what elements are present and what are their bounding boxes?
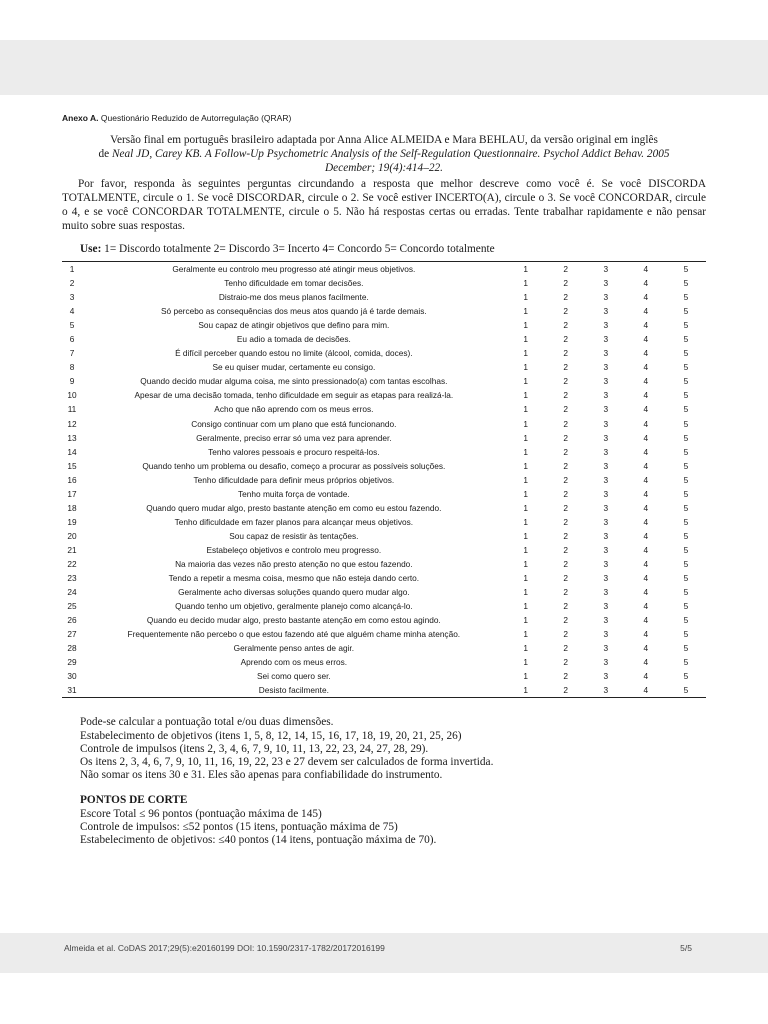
- item-number: 2: [69, 278, 75, 289]
- response-option[interactable]: 2: [563, 601, 569, 612]
- table-row: [62, 487, 706, 501]
- response-option[interactable]: 5: [683, 320, 689, 331]
- response-option[interactable]: 4: [643, 390, 649, 401]
- response-option[interactable]: 1: [523, 320, 528, 331]
- item-statement: Tenho dificuldade para definir meus próprios objetivos.: [193, 474, 395, 485]
- table-row: [62, 445, 706, 459]
- item-statement: Aprendo com os meus erros.: [240, 657, 348, 668]
- cutoff-section: [80, 794, 706, 847]
- item-number: 6: [69, 334, 75, 345]
- item-statement: Sou capaz de atingir objetivos que defino para mim.: [198, 320, 390, 331]
- table-row: [62, 613, 706, 627]
- response-option[interactable]: 4: [643, 657, 649, 668]
- response-option[interactable]: 1: [523, 446, 528, 457]
- response-option[interactable]: 5: [683, 629, 689, 640]
- item-number: 5: [69, 320, 75, 331]
- response-option[interactable]: 2: [563, 544, 569, 555]
- item-number: 27: [67, 629, 77, 640]
- response-option[interactable]: 4: [643, 587, 649, 598]
- response-option[interactable]: 1: [523, 488, 528, 499]
- response-option[interactable]: 4: [643, 460, 649, 471]
- table-row: [62, 473, 706, 487]
- response-option[interactable]: 2: [563, 587, 569, 598]
- footer-band: [0, 933, 768, 973]
- response-option[interactable]: 1: [523, 629, 528, 640]
- annex-title: Questionário Reduzido de Autorregulação (QRAR): [100, 113, 292, 123]
- response-option[interactable]: 1: [523, 544, 528, 555]
- response-option[interactable]: 4: [643, 474, 649, 485]
- table-row: [62, 557, 706, 571]
- item-number: 17: [67, 488, 77, 499]
- item-statement: Eu adio a tomada de decisões.: [236, 334, 351, 345]
- cutoff-line: Escore Total ≤ 96 pontos (pontuação máxima de 145): [80, 807, 322, 820]
- response-option[interactable]: 1: [523, 601, 528, 612]
- response-option[interactable]: 1: [523, 474, 528, 485]
- response-option[interactable]: 3: [603, 418, 609, 429]
- item-statement: Se eu quiser mudar, certamente eu consigo.: [212, 362, 376, 373]
- response-option[interactable]: 5: [683, 292, 689, 303]
- cutoff-heading: PONTOS DE CORTE: [80, 794, 188, 807]
- item-statement: Tenho muita força de vontade.: [238, 488, 350, 499]
- response-option[interactable]: 3: [603, 292, 609, 303]
- response-option[interactable]: 2: [563, 278, 569, 289]
- cutoff-line: Controle de impulsos: ≤52 pontos (15 itens, pontuação máxima de 75): [80, 820, 398, 833]
- page-number: 5/5: [680, 943, 692, 953]
- reference-date: December; 19(4):414–22.: [325, 162, 443, 174]
- response-option[interactable]: 5: [683, 587, 689, 598]
- scoring-line: Os itens 2, 3, 4, 6, 7, 9, 10, 11, 16, 19, 22, 23 e 27 devem ser calculados de forma invertida.: [80, 756, 494, 769]
- response-option[interactable]: 1: [523, 559, 528, 569]
- item-statement: Apesar de uma decisão tomada, tenho dificuldade em seguir as etapas para realizá-la.: [134, 390, 454, 401]
- response-option[interactable]: 3: [603, 348, 609, 359]
- item-statement: Desisto facilmente.: [258, 685, 329, 696]
- item-statement: Estabeleço objetivos e controlo meu progresso.: [206, 544, 382, 555]
- table-row: [62, 599, 706, 613]
- item-statement: Frequentemente não percebo o que estou fazendo até que alguém chame minha atenção.: [127, 629, 461, 640]
- response-option[interactable]: 1: [523, 390, 528, 401]
- response-option[interactable]: 1: [523, 418, 528, 429]
- response-option[interactable]: 1: [523, 278, 528, 289]
- scale-legend: [80, 243, 706, 255]
- response-option[interactable]: 5: [683, 418, 689, 429]
- response-option[interactable]: 1: [523, 362, 528, 373]
- response-option[interactable]: 2: [563, 432, 569, 443]
- item-number: 15: [67, 460, 77, 471]
- table-row: [62, 683, 706, 698]
- item-number: 30: [67, 671, 77, 682]
- response-option[interactable]: 3: [603, 376, 609, 387]
- response-option[interactable]: 2: [563, 390, 569, 401]
- response-option[interactable]: 2: [563, 685, 569, 696]
- response-option[interactable]: 2: [563, 334, 569, 345]
- table-row: [62, 332, 706, 346]
- response-option[interactable]: 4: [643, 573, 649, 584]
- response-option[interactable]: 4: [643, 502, 649, 513]
- item-number: 13: [67, 432, 77, 443]
- table-row: [62, 501, 706, 515]
- response-option[interactable]: 4: [643, 320, 649, 331]
- table-row: [62, 276, 706, 290]
- item-statement: Geralmente eu controlo meu progresso até atingir meus objetivos.: [172, 264, 416, 275]
- response-option[interactable]: 5: [683, 685, 689, 696]
- response-option[interactable]: 3: [603, 320, 609, 331]
- item-statement: Distraio-me dos meus planos facilmente.: [218, 292, 369, 303]
- response-option[interactable]: 5: [683, 502, 689, 513]
- response-option[interactable]: 2: [563, 348, 569, 359]
- table-row: [62, 571, 706, 585]
- response-option[interactable]: 4: [643, 306, 649, 317]
- item-number: 29: [67, 657, 77, 668]
- response-option[interactable]: 1: [523, 516, 528, 527]
- response-option[interactable]: 4: [643, 432, 649, 443]
- response-option[interactable]: 3: [603, 460, 609, 471]
- response-option[interactable]: 2: [563, 446, 569, 457]
- response-option[interactable]: 1: [523, 530, 528, 541]
- response-option[interactable]: 2: [563, 320, 569, 331]
- response-option[interactable]: 3: [603, 573, 609, 584]
- intro-line-2: [62, 147, 706, 161]
- item-statement: Acho que não aprendo com os meus erros.: [214, 404, 374, 415]
- response-option[interactable]: 4: [643, 643, 649, 654]
- response-option[interactable]: 3: [603, 488, 609, 499]
- item-number: 23: [67, 573, 77, 584]
- response-option[interactable]: 5: [683, 516, 689, 527]
- response-option[interactable]: 4: [643, 629, 649, 640]
- response-option[interactable]: 1: [523, 432, 528, 443]
- response-option[interactable]: 3: [603, 362, 609, 373]
- response-option[interactable]: 3: [603, 657, 609, 668]
- response-option[interactable]: 3: [603, 432, 609, 443]
- response-option[interactable]: 1: [523, 376, 528, 387]
- item-number: 8: [69, 362, 75, 373]
- table-row: [62, 585, 706, 599]
- response-option[interactable]: 3: [603, 615, 609, 626]
- response-option[interactable]: 5: [683, 278, 689, 289]
- intro-line-1: Versão final em português brasileiro adaptada por Anna Alice ALMEIDA e Mara BEHLAU, da versão original em inglês: [110, 134, 658, 146]
- table-row: [62, 402, 706, 416]
- response-option[interactable]: 5: [683, 446, 689, 457]
- item-number: 24: [67, 587, 77, 598]
- response-option[interactable]: 5: [683, 390, 689, 401]
- response-option[interactable]: 1: [523, 292, 528, 303]
- response-option[interactable]: 5: [683, 559, 689, 569]
- response-option[interactable]: 3: [603, 474, 609, 485]
- response-option[interactable]: 5: [683, 615, 689, 626]
- response-option[interactable]: 4: [643, 278, 649, 289]
- item-statement: Geralmente, preciso errar só uma vez para aprender.: [196, 432, 392, 443]
- annex-label: Anexo A.: [62, 113, 99, 123]
- response-option[interactable]: 4: [643, 671, 649, 682]
- response-option[interactable]: 3: [603, 334, 609, 345]
- response-option[interactable]: 2: [563, 573, 569, 584]
- item-number: 10: [67, 390, 77, 401]
- response-option[interactable]: 2: [563, 404, 569, 415]
- intro-prefix: de: [98, 148, 112, 160]
- response-option[interactable]: 3: [603, 516, 609, 527]
- response-option[interactable]: 2: [563, 629, 569, 640]
- item-statement: Sou capaz de resistir às tentações.: [229, 530, 359, 541]
- item-statement: Quando eu decido mudar algo, presto bastante atenção em como estou agindo.: [146, 615, 441, 626]
- response-option[interactable]: 2: [563, 362, 569, 373]
- response-option[interactable]: 2: [563, 671, 569, 682]
- response-option[interactable]: 4: [643, 615, 649, 626]
- response-option[interactable]: 1: [523, 657, 528, 668]
- scoring-line: Controle de impulsos (itens 2, 3, 4, 6, 7, 9, 10, 11, 13, 22, 23, 24, 27, 28, 29).: [80, 742, 429, 755]
- response-option[interactable]: 4: [643, 348, 649, 359]
- response-option[interactable]: 4: [643, 516, 649, 527]
- table-row: [62, 360, 706, 374]
- response-option[interactable]: 3: [603, 587, 609, 598]
- response-option[interactable]: 5: [683, 573, 689, 584]
- response-option[interactable]: 4: [643, 685, 649, 696]
- instructions-paragraph: Por favor, responda às seguintes perguntas circundando a resposta que melhor descreve como você é. Se você DISCORDA TOTALMENTE, circule o 1. Se você DISCORDAR, circule o 2. Se você estiver INCERTO(A), circule o 3. Se você CONCORDAR, circule o 4, e se você CONCORDAR TOTALMENTE, circule o 5. Não há respostas certas ou erradas. Tente trabalhar rapidamente e não pensar muito sobre suas respostas.: [62, 178, 706, 232]
- scale-label: Use:: [80, 243, 102, 255]
- response-option[interactable]: 3: [603, 502, 609, 513]
- response-option[interactable]: 5: [683, 264, 689, 275]
- item-number: 28: [67, 643, 77, 654]
- response-option[interactable]: 1: [523, 334, 528, 345]
- response-option[interactable]: 3: [603, 544, 609, 555]
- item-statement: Na maioria das vezes não presto atenção no que estou fazendo.: [175, 559, 413, 569]
- table-row: [62, 290, 706, 304]
- item-statement: Sei como quero ser.: [256, 671, 331, 682]
- response-option[interactable]: 2: [563, 474, 569, 485]
- response-option[interactable]: 5: [683, 306, 689, 317]
- response-option[interactable]: 5: [683, 362, 689, 373]
- item-statement: É difícil perceber quando estou no limite (álcool, comida, doces).: [175, 348, 413, 359]
- scoring-line: Estabelecimento de objetivos (itens 1, 5, 8, 12, 14, 15, 16, 17, 18, 19, 20, 21, 25, 26): [80, 729, 462, 742]
- response-option[interactable]: 3: [603, 264, 609, 275]
- response-option[interactable]: 2: [563, 657, 569, 668]
- response-option[interactable]: 2: [563, 376, 569, 387]
- table-row: [62, 627, 706, 641]
- response-option[interactable]: 2: [563, 306, 569, 317]
- response-option[interactable]: 5: [683, 474, 689, 485]
- item-number: 22: [67, 559, 77, 569]
- item-number: 26: [67, 615, 77, 626]
- response-option[interactable]: 3: [603, 390, 609, 401]
- item-statement: Só percebo as consequências dos meus atos quando já é tarde demais.: [161, 306, 427, 317]
- table-row: [62, 515, 706, 529]
- item-statement: Quando tenho um problema ou desafio, começo a procurar as possíveis soluções.: [142, 460, 446, 471]
- response-option[interactable]: 3: [603, 404, 609, 415]
- table-row: [62, 459, 706, 473]
- table-row: [62, 431, 706, 445]
- table-row: [62, 655, 706, 669]
- response-option[interactable]: 5: [683, 643, 689, 654]
- response-option[interactable]: 4: [643, 334, 649, 345]
- table-row: [62, 417, 706, 431]
- table-row: [62, 304, 706, 318]
- scoring-line: Não somar os itens 30 e 31. Eles são apenas para confiabilidade do instrumento.: [80, 769, 443, 782]
- footer-citation: Almeida et al. CoDAS 2017;29(5):e20160199 DOI: 10.1590/2317-1782/20172016199: [64, 943, 385, 953]
- response-option[interactable]: 1: [523, 404, 528, 415]
- questionnaire-body: [62, 262, 706, 698]
- response-option[interactable]: 4: [643, 446, 649, 457]
- item-number: 19: [67, 516, 77, 527]
- item-number: 12: [67, 418, 77, 429]
- response-option[interactable]: 3: [603, 601, 609, 612]
- response-option[interactable]: 3: [603, 643, 609, 654]
- response-option[interactable]: 5: [683, 530, 689, 541]
- response-option[interactable]: 3: [603, 278, 609, 289]
- response-option[interactable]: 3: [603, 671, 609, 682]
- reference-text: Neal JD, Carey KB. A Follow-Up Psychometric Analysis of the Self-Regulation Questionnaire. Psychol Addict Behav. 2005: [111, 148, 670, 160]
- table-row: [62, 529, 706, 543]
- response-option[interactable]: 1: [523, 685, 528, 696]
- item-statement: Consigo continuar com um plano que está funcionando.: [191, 418, 397, 429]
- item-statement: Tendo a repetir a mesma coisa, mesmo que não esteja dando certo.: [168, 573, 420, 584]
- item-number: 7: [69, 348, 75, 359]
- item-number: 18: [67, 502, 77, 513]
- item-number: 14: [67, 446, 77, 457]
- document-body: [62, 113, 706, 847]
- cutoff-line: Estabelecimento de objetivos: ≤40 pontos (14 itens, pontuação máxima de 70).: [80, 834, 437, 847]
- table-row: [62, 262, 706, 277]
- response-option[interactable]: 3: [603, 629, 609, 640]
- response-option[interactable]: 4: [643, 264, 649, 275]
- response-option[interactable]: 4: [643, 544, 649, 555]
- response-option[interactable]: 5: [683, 376, 689, 387]
- response-option[interactable]: 5: [683, 334, 689, 345]
- response-option[interactable]: 3: [603, 530, 609, 541]
- response-option[interactable]: 2: [563, 264, 569, 275]
- response-option[interactable]: 4: [643, 362, 649, 373]
- item-statement: Tenho dificuldade em tomar decisões.: [224, 278, 364, 289]
- response-option[interactable]: 2: [563, 460, 569, 471]
- response-option[interactable]: 2: [563, 292, 569, 303]
- item-number: 9: [69, 376, 75, 387]
- response-option[interactable]: 2: [563, 530, 569, 541]
- response-option[interactable]: 1: [523, 502, 528, 513]
- response-option[interactable]: 4: [643, 292, 649, 303]
- response-option[interactable]: 1: [523, 460, 528, 471]
- response-option[interactable]: 4: [643, 601, 649, 612]
- response-option[interactable]: 4: [643, 376, 649, 387]
- response-option[interactable]: 5: [683, 460, 689, 471]
- table-row: [62, 543, 706, 557]
- annex-caption: [62, 113, 706, 123]
- item-number: 21: [67, 544, 77, 555]
- item-statement: Tenho dificuldade em fazer planos para alcançar meus objetivos.: [174, 516, 414, 527]
- scoring-line: Pode-se calcular a pontuação total e/ou duas dimensões.: [80, 716, 334, 729]
- response-option[interactable]: 2: [563, 488, 569, 499]
- response-option[interactable]: 1: [523, 264, 528, 275]
- response-option[interactable]: 3: [603, 446, 609, 457]
- response-option[interactable]: 3: [603, 559, 609, 569]
- response-option[interactable]: 1: [523, 306, 528, 317]
- scale-text: 1= Discordo totalmente 2= Discordo 3= Incerto 4= Concordo 5= Concordo totalmente: [104, 243, 495, 255]
- item-number: 20: [67, 530, 77, 541]
- response-option[interactable]: 2: [563, 418, 569, 429]
- response-option[interactable]: 1: [523, 671, 528, 682]
- item-statement: Tenho valores pessoais e procuro respeitá-los.: [208, 446, 380, 457]
- item-number: 4: [69, 306, 75, 317]
- response-option[interactable]: 5: [683, 348, 689, 359]
- item-number: 3: [69, 292, 75, 303]
- item-number: 25: [67, 601, 77, 612]
- response-option[interactable]: 2: [563, 516, 569, 527]
- response-option[interactable]: 4: [643, 488, 649, 499]
- item-number: 11: [67, 404, 77, 415]
- response-option[interactable]: 2: [563, 559, 569, 569]
- item-statement: Geralmente acho diversas soluções quando quero mudar algo.: [178, 587, 410, 598]
- item-statement: Geralmente penso antes de agir.: [233, 643, 355, 654]
- response-option[interactable]: 1: [523, 643, 528, 654]
- table-row: [62, 374, 706, 388]
- table-row: [62, 669, 706, 683]
- table-row: [62, 388, 706, 402]
- table-row: [62, 641, 706, 655]
- table-row: [62, 346, 706, 360]
- item-statement: Quando quero mudar algo, presto bastante atenção em como eu estou fazendo.: [146, 502, 442, 513]
- response-option[interactable]: 1: [523, 573, 528, 584]
- response-option[interactable]: 1: [523, 615, 528, 626]
- item-number: 1: [69, 264, 75, 275]
- response-option[interactable]: 1: [523, 587, 528, 598]
- response-option[interactable]: 4: [643, 530, 649, 541]
- response-option[interactable]: 5: [683, 544, 689, 555]
- response-option[interactable]: 2: [563, 502, 569, 513]
- response-option[interactable]: 5: [683, 671, 689, 682]
- item-number: 16: [67, 474, 77, 485]
- intro-line-3: [62, 161, 706, 175]
- response-option[interactable]: 4: [643, 418, 649, 429]
- table-row: [62, 318, 706, 332]
- response-option[interactable]: 5: [683, 404, 689, 415]
- response-option[interactable]: 4: [643, 404, 649, 415]
- response-option[interactable]: 2: [563, 615, 569, 626]
- item-number: 31: [67, 685, 77, 696]
- response-option[interactable]: 5: [683, 432, 689, 443]
- response-option[interactable]: 1: [523, 348, 528, 359]
- response-option[interactable]: 5: [683, 601, 689, 612]
- response-option[interactable]: 4: [643, 559, 649, 569]
- response-option[interactable]: 3: [603, 306, 609, 317]
- item-statement: Quando decido mudar alguma coisa, me sinto pressionado(a) com tantas escolhas.: [140, 376, 448, 387]
- header-band: [0, 40, 768, 95]
- response-option[interactable]: 2: [563, 643, 569, 654]
- scoring-notes: [80, 716, 706, 782]
- response-option[interactable]: 5: [683, 488, 689, 499]
- response-option[interactable]: 5: [683, 657, 689, 668]
- questionnaire-table: [62, 261, 706, 698]
- response-option[interactable]: 3: [603, 685, 609, 696]
- item-statement: Quando tenho um objetivo, geralmente planejo como alcançá-lo.: [175, 601, 413, 612]
